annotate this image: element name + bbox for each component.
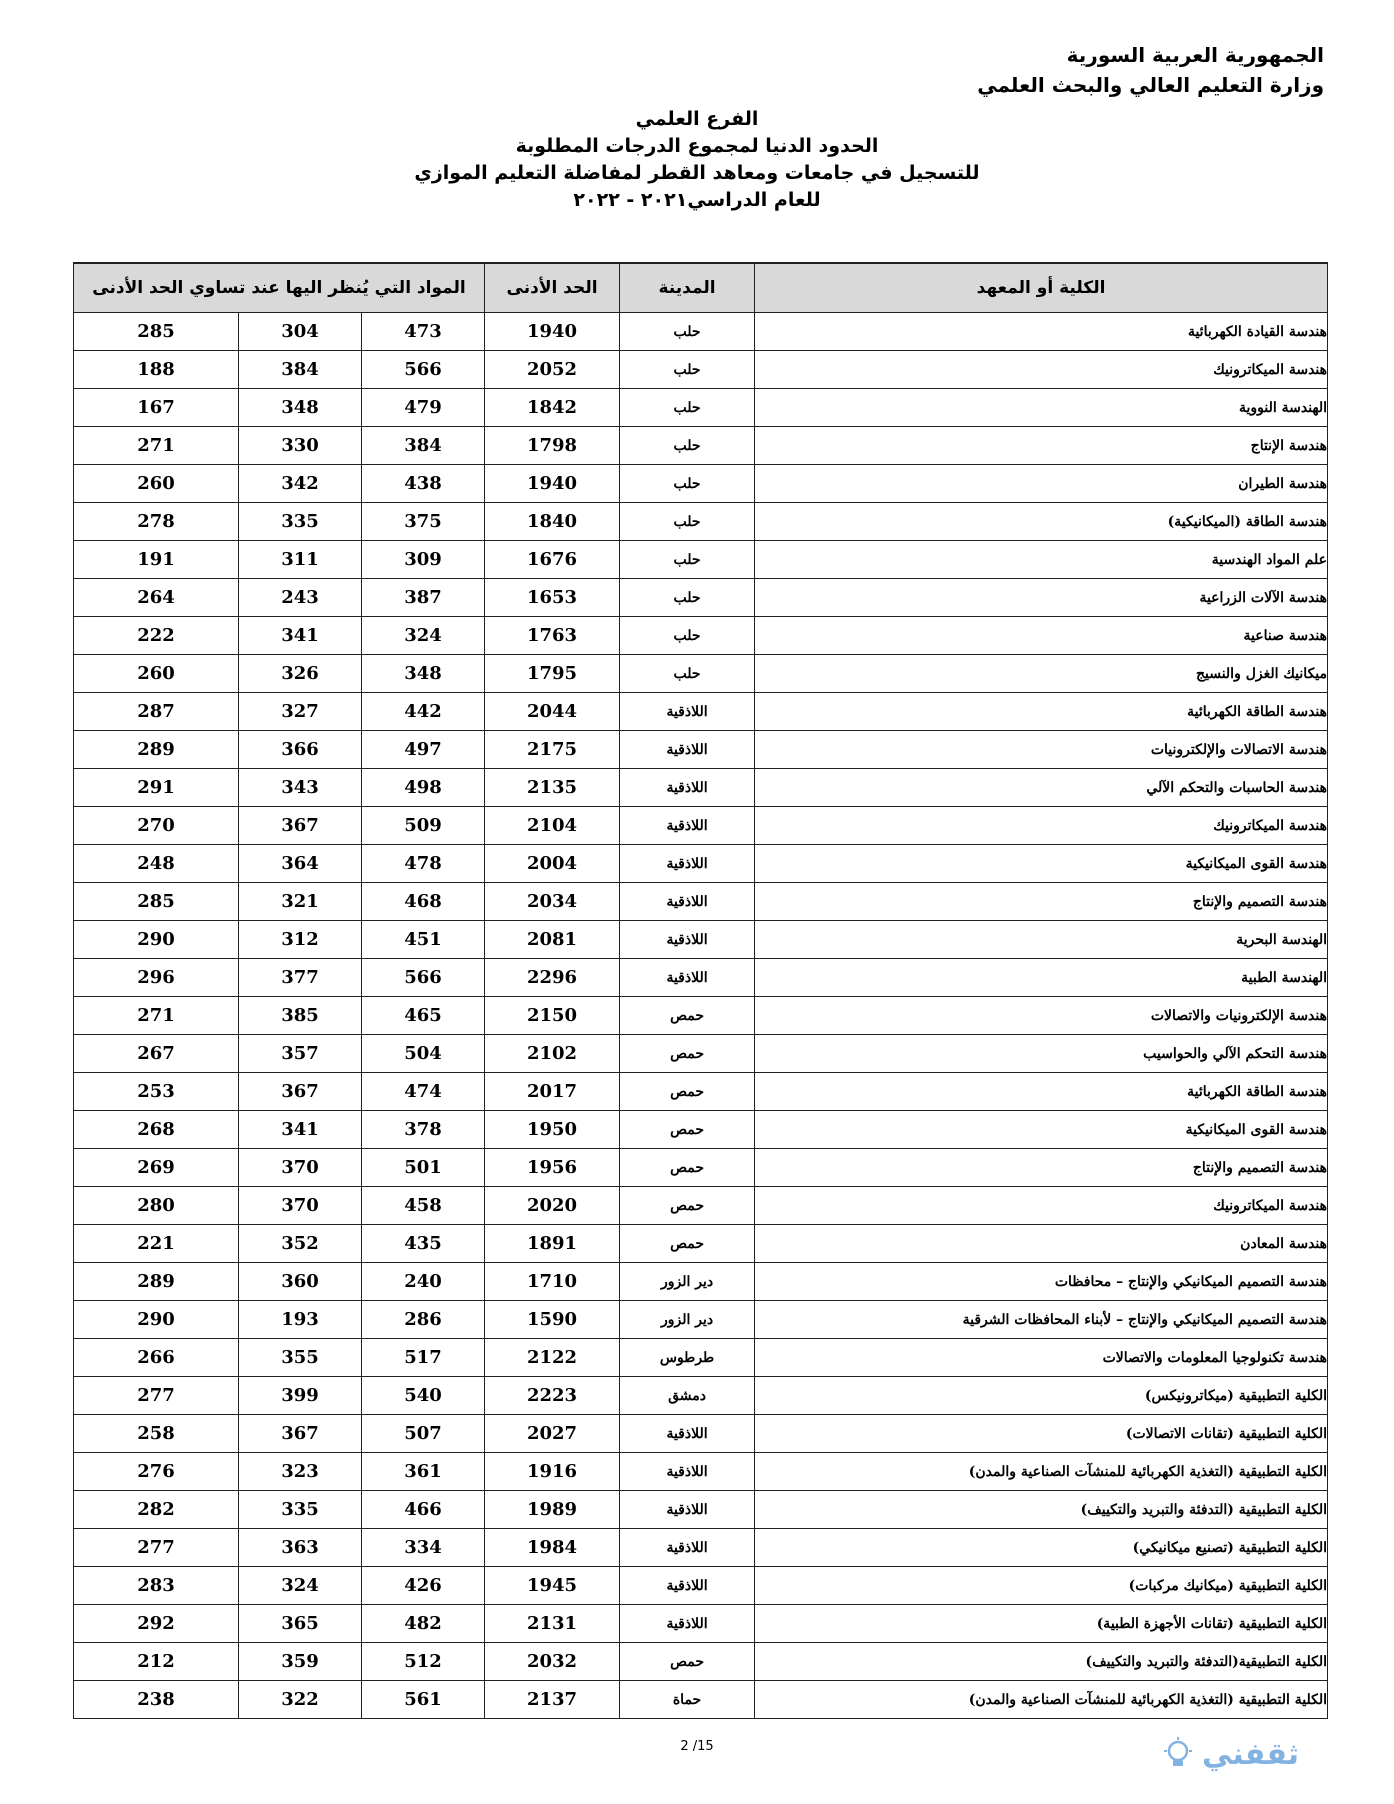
min-grade-cell: 1984 (485, 1529, 620, 1567)
city-cell: اللاذقية (620, 693, 755, 731)
subject-3-cell: 188 (74, 351, 239, 389)
subject-3-cell: 253 (74, 1073, 239, 1111)
subject-3-cell: 268 (74, 1111, 239, 1149)
min-grade-cell: 1798 (485, 427, 620, 465)
min-grade-cell: 2034 (485, 883, 620, 921)
subject-1-cell: 474 (362, 1073, 485, 1111)
subject-1-cell: 561 (362, 1681, 485, 1719)
min-grade-cell: 2027 (485, 1415, 620, 1453)
city-cell: دير الزور (620, 1301, 755, 1339)
subject-3-cell: 267 (74, 1035, 239, 1073)
subject-2-cell: 311 (239, 541, 362, 579)
city-cell: دمشق (620, 1377, 755, 1415)
table-row (74, 769, 1328, 807)
subject-2-cell: 342 (239, 465, 362, 503)
table-row (74, 351, 1328, 389)
grades-table (73, 262, 1328, 1719)
city-cell: حلب (620, 465, 755, 503)
subject-1-cell: 540 (362, 1377, 485, 1415)
city-cell: اللاذقية (620, 769, 755, 807)
table-row (74, 1301, 1328, 1339)
min-grade-cell: 2175 (485, 731, 620, 769)
table-row (74, 807, 1328, 845)
table-row (74, 1035, 1328, 1073)
subject-2-cell: 341 (239, 1111, 362, 1149)
table-row (74, 731, 1328, 769)
faculty-cell: الكلية التطبيقية (ميكانيك مركبات) (755, 1567, 1328, 1605)
faculty-cell: هندسة الاتصالات والإلكترونيات (755, 731, 1328, 769)
subject-1-cell: 361 (362, 1453, 485, 1491)
subject-3-cell: 280 (74, 1187, 239, 1225)
city-cell: اللاذقية (620, 1453, 755, 1491)
min-grade-cell: 1710 (485, 1263, 620, 1301)
table-header-row (74, 263, 1328, 313)
subject-1-cell: 451 (362, 921, 485, 959)
subject-2-cell: 359 (239, 1643, 362, 1681)
city-cell: اللاذقية (620, 1491, 755, 1529)
subject-1-cell: 384 (362, 427, 485, 465)
faculty-cell: الكلية التطبيقية (ميكاترونيكس) (755, 1377, 1328, 1415)
min-grade-cell: 2131 (485, 1605, 620, 1643)
min-grade-cell: 2052 (485, 351, 620, 389)
subject-1-cell: 442 (362, 693, 485, 731)
table-row (74, 1415, 1328, 1453)
city-cell: حلب (620, 541, 755, 579)
table-row (74, 389, 1328, 427)
subject-2-cell: 335 (239, 1491, 362, 1529)
min-grade-cell: 2223 (485, 1377, 620, 1415)
subject-1-cell: 497 (362, 731, 485, 769)
min-grade-cell: 2296 (485, 959, 620, 997)
subject-3-cell: 289 (74, 731, 239, 769)
subject-3-cell: 290 (74, 1301, 239, 1339)
faculty-cell: هندسة صناعية (755, 617, 1328, 655)
table-row (74, 1339, 1328, 1377)
table-row (74, 1643, 1328, 1681)
city-cell: اللاذقية (620, 807, 755, 845)
faculty-cell: هندسة التحكم الآلي والحواسيب (755, 1035, 1328, 1073)
subject-3-cell: 289 (74, 1263, 239, 1301)
min-grade-cell: 1891 (485, 1225, 620, 1263)
min-grade-cell: 2104 (485, 807, 620, 845)
min-grade-cell: 2150 (485, 997, 620, 1035)
min-grade-cell: 2032 (485, 1643, 620, 1681)
subject-3-cell: 258 (74, 1415, 239, 1453)
city-cell: اللاذقية (620, 1529, 755, 1567)
subject-2-cell: 370 (239, 1149, 362, 1187)
document-header (977, 40, 1324, 100)
title-subject: الحدود الدنيا لمجموع الدرجات المطلوبة (515, 135, 879, 157)
table-row (74, 313, 1328, 351)
table-row (74, 1149, 1328, 1187)
table-row (74, 1073, 1328, 1111)
subject-3-cell: 287 (74, 693, 239, 731)
subject-2-cell: 385 (239, 997, 362, 1035)
subject-3-cell: 278 (74, 503, 239, 541)
subject-2-cell: 370 (239, 1187, 362, 1225)
subject-2-cell: 304 (239, 313, 362, 351)
subject-3-cell: 285 (74, 313, 239, 351)
faculty-cell: علم المواد الهندسية (755, 541, 1328, 579)
min-grade-cell: 1989 (485, 1491, 620, 1529)
subject-2-cell: 322 (239, 1681, 362, 1719)
faculty-cell: الهندسة النووية (755, 389, 1328, 427)
subject-1-cell: 466 (362, 1491, 485, 1529)
city-cell: حلب (620, 655, 755, 693)
subject-1-cell: 509 (362, 807, 485, 845)
faculty-cell: هندسة المعادن (755, 1225, 1328, 1263)
table-row (74, 579, 1328, 617)
city-cell: حمص (620, 997, 755, 1035)
table-row (74, 1225, 1328, 1263)
faculty-cell: هندسة الطاقة الكهربائية (755, 693, 1328, 731)
subject-3-cell: 277 (74, 1529, 239, 1567)
subject-2-cell: 367 (239, 1073, 362, 1111)
subject-2-cell: 327 (239, 693, 362, 731)
table-row (74, 617, 1328, 655)
min-grade-cell: 1676 (485, 541, 620, 579)
city-cell: حمص (620, 1035, 755, 1073)
subject-1-cell: 426 (362, 1567, 485, 1605)
header-tiebreak: المواد التي يُنظر اليها عند تساوي الحد الأدنى (74, 263, 485, 313)
header-min: الحد الأدنى (485, 263, 620, 313)
table-row (74, 845, 1328, 883)
subject-3-cell: 264 (74, 579, 239, 617)
subject-3-cell: 212 (74, 1643, 239, 1681)
table-row (74, 1263, 1328, 1301)
faculty-cell: ميكانيك الغزل والنسيج (755, 655, 1328, 693)
city-cell: حلب (620, 389, 755, 427)
faculty-cell: هندسة الحاسبات والتحكم الآلي (755, 769, 1328, 807)
subject-2-cell: 341 (239, 617, 362, 655)
faculty-cell: هندسة الطاقة (الميكانيكية) (755, 503, 1328, 541)
subject-1-cell: 387 (362, 579, 485, 617)
subject-1-cell: 438 (362, 465, 485, 503)
subject-3-cell: 276 (74, 1453, 239, 1491)
subject-3-cell: 260 (74, 465, 239, 503)
subject-2-cell: 243 (239, 579, 362, 617)
subject-3-cell: 260 (74, 655, 239, 693)
subject-2-cell: 357 (239, 1035, 362, 1073)
table-row (74, 1491, 1328, 1529)
subject-2-cell: 321 (239, 883, 362, 921)
subject-1-cell: 324 (362, 617, 485, 655)
subject-1-cell: 498 (362, 769, 485, 807)
subject-2-cell: 330 (239, 427, 362, 465)
subject-2-cell: 343 (239, 769, 362, 807)
faculty-cell: هندسة الميكاترونيك (755, 351, 1328, 389)
subject-2-cell: 335 (239, 503, 362, 541)
table-row (74, 1111, 1328, 1149)
title-branch: الفرع العلمي (635, 108, 759, 130)
subject-1-cell: 435 (362, 1225, 485, 1263)
table-row (74, 921, 1328, 959)
city-cell: حمص (620, 1643, 755, 1681)
subject-2-cell: 366 (239, 731, 362, 769)
min-grade-cell: 1653 (485, 579, 620, 617)
subject-1-cell: 465 (362, 997, 485, 1035)
subject-1-cell: 240 (362, 1263, 485, 1301)
watermark (1160, 1724, 1370, 1784)
faculty-cell: الكلية التطبيقية (التغذية الكهربائية للمنشآت الصناعية والمدن) (755, 1681, 1328, 1719)
city-cell: اللاذقية (620, 1567, 755, 1605)
subject-2-cell: 312 (239, 921, 362, 959)
subject-3-cell: 167 (74, 389, 239, 427)
min-grade-cell: 1945 (485, 1567, 620, 1605)
subject-3-cell: 283 (74, 1567, 239, 1605)
city-cell: حمص (620, 1225, 755, 1263)
city-cell: اللاذقية (620, 1605, 755, 1643)
table-row (74, 655, 1328, 693)
subject-3-cell: 248 (74, 845, 239, 883)
subject-3-cell: 270 (74, 807, 239, 845)
subject-2-cell: 324 (239, 1567, 362, 1605)
subject-3-cell: 277 (74, 1377, 239, 1415)
min-grade-cell: 1795 (485, 655, 620, 693)
city-cell: حمص (620, 1149, 755, 1187)
subject-2-cell: 352 (239, 1225, 362, 1263)
min-grade-cell: 1956 (485, 1149, 620, 1187)
subject-1-cell: 507 (362, 1415, 485, 1453)
faculty-cell: هندسة التصميم والإنتاج (755, 883, 1328, 921)
table-row (74, 883, 1328, 921)
subject-2-cell: 377 (239, 959, 362, 997)
subject-3-cell: 296 (74, 959, 239, 997)
faculty-cell: هندسة الآلات الزراعية (755, 579, 1328, 617)
subject-3-cell: 238 (74, 1681, 239, 1719)
faculty-cell: الهندسة الطبية (755, 959, 1328, 997)
subject-3-cell: 191 (74, 541, 239, 579)
faculty-cell: الهندسة البحرية (755, 921, 1328, 959)
header-city: المدينة (620, 263, 755, 313)
subject-3-cell: 221 (74, 1225, 239, 1263)
subject-1-cell: 468 (362, 883, 485, 921)
subject-3-cell: 222 (74, 617, 239, 655)
subject-3-cell: 271 (74, 997, 239, 1035)
subject-2-cell: 355 (239, 1339, 362, 1377)
faculty-cell: هندسة التصميم الميكانيكي والإنتاج – لأبناء المحافظات الشرقية (755, 1301, 1328, 1339)
watermark-text: ثقفني (1202, 1736, 1300, 1772)
city-cell: حماة (620, 1681, 755, 1719)
subject-2-cell: 367 (239, 1415, 362, 1453)
faculty-cell: الكلية التطبيقية (تقانات الاتصالات) (755, 1415, 1328, 1453)
subject-2-cell: 384 (239, 351, 362, 389)
subject-2-cell: 193 (239, 1301, 362, 1339)
faculty-cell: الكلية التطبيقية (تصنيع ميكانيكي) (755, 1529, 1328, 1567)
subject-1-cell: 512 (362, 1643, 485, 1681)
city-cell: اللاذقية (620, 883, 755, 921)
subject-1-cell: 479 (362, 389, 485, 427)
subject-1-cell: 478 (362, 845, 485, 883)
subject-1-cell: 501 (362, 1149, 485, 1187)
table-row (74, 1567, 1328, 1605)
table-row (74, 1605, 1328, 1643)
city-cell: حلب (620, 579, 755, 617)
city-cell: اللاذقية (620, 1415, 755, 1453)
header-faculty: الكلية أو المعهد (755, 263, 1328, 313)
city-cell: دير الزور (620, 1263, 755, 1301)
min-grade-cell: 2135 (485, 769, 620, 807)
table-row (74, 1529, 1328, 1567)
faculty-cell: هندسة الميكاترونيك (755, 807, 1328, 845)
min-grade-cell: 2004 (485, 845, 620, 883)
faculty-cell: الكلية التطبيقية (التغذية الكهربائية للمنشآت الصناعية والمدن) (755, 1453, 1328, 1491)
subject-2-cell: 365 (239, 1605, 362, 1643)
subject-1-cell: 309 (362, 541, 485, 579)
lightbulb-icon (1160, 1736, 1196, 1772)
faculty-cell: هندسة الطاقة الكهربائية (755, 1073, 1328, 1111)
subject-2-cell: 367 (239, 807, 362, 845)
table-row (74, 1681, 1328, 1719)
subject-1-cell: 473 (362, 313, 485, 351)
subject-1-cell: 348 (362, 655, 485, 693)
min-grade-cell: 2020 (485, 1187, 620, 1225)
country-name: الجمهورية العربية السورية (1066, 43, 1324, 67)
faculty-cell: هندسة التصميم الميكانيكي والإنتاج – محافظات (755, 1263, 1328, 1301)
table-row (74, 1453, 1328, 1491)
table-row (74, 1377, 1328, 1415)
faculty-cell: هندسة القوى الميكانيكية (755, 1111, 1328, 1149)
city-cell: حلب (620, 351, 755, 389)
subject-2-cell: 364 (239, 845, 362, 883)
min-grade-cell: 1590 (485, 1301, 620, 1339)
city-cell: اللاذقية (620, 921, 755, 959)
faculty-cell: الكلية التطبيقية (تقانات الأجهزة الطبية) (755, 1605, 1328, 1643)
subject-1-cell: 504 (362, 1035, 485, 1073)
subject-1-cell: 375 (362, 503, 485, 541)
subject-2-cell: 363 (239, 1529, 362, 1567)
subject-3-cell: 290 (74, 921, 239, 959)
table-row (74, 959, 1328, 997)
city-cell: اللاذقية (620, 731, 755, 769)
page-number: 2 /15 (680, 1739, 714, 1754)
min-grade-cell: 1940 (485, 313, 620, 351)
faculty-cell: هندسة الإنتاج (755, 427, 1328, 465)
faculty-cell: هندسة القيادة الكهربائية (755, 313, 1328, 351)
document-title (0, 106, 1394, 214)
subject-3-cell: 285 (74, 883, 239, 921)
city-cell: حلب (620, 313, 755, 351)
min-grade-cell: 2044 (485, 693, 620, 731)
subject-3-cell: 292 (74, 1605, 239, 1643)
title-scope: للتسجيل في جامعات ومعاهد القطر لمفاضلة التعليم الموازي (414, 162, 980, 184)
subject-1-cell: 517 (362, 1339, 485, 1377)
min-grade-cell: 1840 (485, 503, 620, 541)
faculty-cell: هندسة التصميم والإنتاج (755, 1149, 1328, 1187)
subject-1-cell: 378 (362, 1111, 485, 1149)
table-row (74, 693, 1328, 731)
faculty-cell: الكلية التطبيقية (التدفئة والتبريد والتكييف) (755, 1491, 1328, 1529)
faculty-cell: هندسة الميكاترونيك (755, 1187, 1328, 1225)
subject-1-cell: 334 (362, 1529, 485, 1567)
city-cell: اللاذقية (620, 845, 755, 883)
faculty-cell: هندسة الإلكترونيات والاتصالات (755, 997, 1328, 1035)
subject-1-cell: 566 (362, 959, 485, 997)
min-grade-cell: 2137 (485, 1681, 620, 1719)
faculty-cell: هندسة القوى الميكانيكية (755, 845, 1328, 883)
subject-3-cell: 282 (74, 1491, 239, 1529)
city-cell: حلب (620, 427, 755, 465)
city-cell: طرطوس (620, 1339, 755, 1377)
table-row (74, 465, 1328, 503)
min-grade-cell: 1916 (485, 1453, 620, 1491)
city-cell: حلب (620, 503, 755, 541)
table-row (74, 541, 1328, 579)
subject-1-cell: 482 (362, 1605, 485, 1643)
table-row (74, 503, 1328, 541)
faculty-cell: هندسة تكنولوجيا المعلومات والاتصالات (755, 1339, 1328, 1377)
min-grade-cell: 1950 (485, 1111, 620, 1149)
city-cell: حلب (620, 617, 755, 655)
subject-3-cell: 266 (74, 1339, 239, 1377)
city-cell: اللاذقية (620, 959, 755, 997)
faculty-cell: الكلية التطبيقية(التدفئة والتبريد والتكييف) (755, 1643, 1328, 1681)
city-cell: حمص (620, 1073, 755, 1111)
table-body (74, 313, 1328, 1719)
subject-1-cell: 286 (362, 1301, 485, 1339)
min-grade-cell: 2017 (485, 1073, 620, 1111)
subject-3-cell: 271 (74, 427, 239, 465)
title-year: للعام الدراسي٢٠٢١ - ٢٠٢٢ (573, 189, 821, 211)
min-grade-cell: 2081 (485, 921, 620, 959)
subject-3-cell: 269 (74, 1149, 239, 1187)
subject-2-cell: 326 (239, 655, 362, 693)
faculty-cell: هندسة الطيران (755, 465, 1328, 503)
table-row (74, 1187, 1328, 1225)
min-grade-cell: 2122 (485, 1339, 620, 1377)
city-cell: حمص (620, 1187, 755, 1225)
subject-3-cell: 291 (74, 769, 239, 807)
min-grade-cell: 1842 (485, 389, 620, 427)
subject-1-cell: 458 (362, 1187, 485, 1225)
city-cell: حمص (620, 1111, 755, 1149)
min-grade-cell: 1940 (485, 465, 620, 503)
table-row (74, 427, 1328, 465)
min-grade-cell: 1763 (485, 617, 620, 655)
subject-2-cell: 360 (239, 1263, 362, 1301)
subject-2-cell: 399 (239, 1377, 362, 1415)
min-grade-cell: 2102 (485, 1035, 620, 1073)
table-row (74, 997, 1328, 1035)
subject-2-cell: 348 (239, 389, 362, 427)
subject-2-cell: 323 (239, 1453, 362, 1491)
ministry-name: وزارة التعليم العالي والبحث العلمي (977, 73, 1324, 97)
subject-1-cell: 566 (362, 351, 485, 389)
